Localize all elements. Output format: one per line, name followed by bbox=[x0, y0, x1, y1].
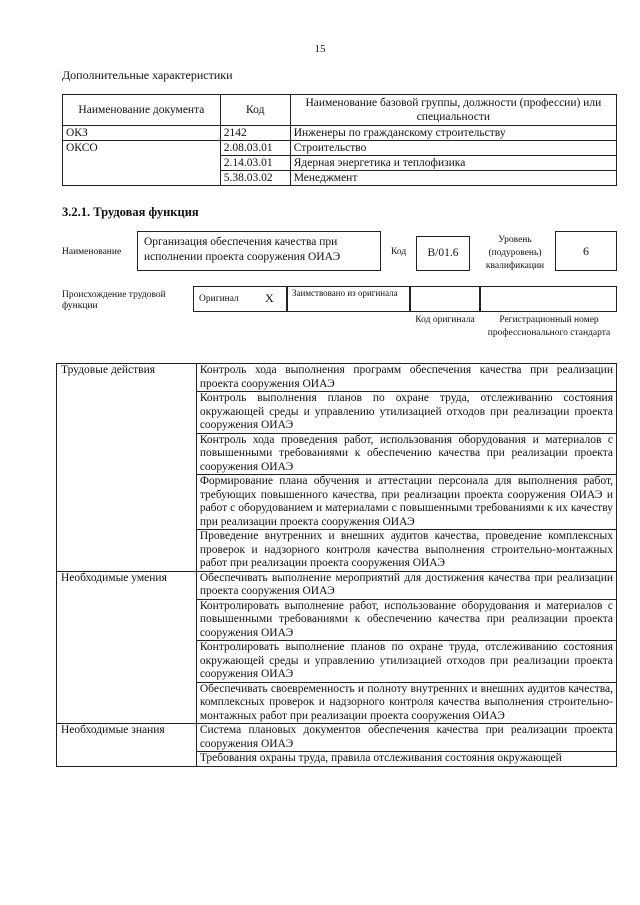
okz-name: Инженеры по гражданскому строительству bbox=[290, 126, 616, 141]
table-row bbox=[63, 141, 617, 156]
original-mark: X bbox=[265, 291, 274, 305]
additional-characteristics-table bbox=[62, 94, 617, 186]
qualification-level-label: Уровень (подуровень) квалификации bbox=[485, 235, 545, 271]
skill-item: Контролировать выполнение работ, использование оборудования и материалов с повышенными требованиями к обеспечению качества при реализации проекта сооружения ОИАЭ bbox=[196, 599, 616, 641]
labor-action-item: Контроль хода выполнения программ обеспечения качества при реализации проекта сооружения ОИАЭ bbox=[196, 364, 616, 392]
knowledge-item: Требования охраны труда, правила отслеживания состояния окружающей bbox=[196, 752, 616, 767]
reg-number-label: Регистрационный номер профессионального стандарта bbox=[487, 315, 611, 338]
function-code-box bbox=[416, 236, 470, 271]
okso-name: Ядерная энергетика и теплофизика bbox=[290, 156, 616, 171]
table-row bbox=[57, 364, 617, 392]
page-number: 15 bbox=[314, 43, 326, 55]
qualification-level-value: 6 bbox=[583, 244, 589, 258]
original-label: Оригинал bbox=[199, 294, 239, 304]
okso-code: 5.38.03.02 bbox=[220, 171, 290, 186]
okso-name: Менеджмент bbox=[290, 171, 616, 186]
additional-characteristics-title: Дополнительные характеристики bbox=[62, 68, 233, 82]
borrowed-label: Заимствовано из оригинала bbox=[292, 288, 398, 298]
original-cell bbox=[193, 286, 287, 312]
origin-label: Происхождение трудовой функции bbox=[62, 290, 166, 311]
header-code: Код bbox=[220, 95, 290, 126]
required-skills-label: Необходимые умения bbox=[57, 571, 197, 724]
header-group: Наименование базовой группы, должности (профессии) или специальности bbox=[290, 95, 616, 126]
function-name-box bbox=[137, 231, 381, 271]
name-label: Наименование bbox=[62, 247, 122, 257]
okso-code: 2.08.03.01 bbox=[220, 141, 290, 156]
okso-code: 2.14.03.01 bbox=[220, 156, 290, 171]
okz-code: 2142 bbox=[220, 126, 290, 141]
function-details-table bbox=[56, 363, 617, 767]
labor-action-item: Контроль хода проведения работ, использования оборудования и материалов с повышенными требованиями к обеспечению качества при реализации проекта сооружения ОИАЭ bbox=[196, 433, 616, 475]
labor-action-item: Проведение внутренних и внешних аудитов качества, проведение комплексных проверок и надзорного контроля качества выполнения строительно-монтажных работ при реализации проекта сооружения ОИАЭ bbox=[196, 530, 616, 572]
skill-item: Обеспечивать своевременность и полноту внутренних и внешних аудитов качества, комплексных проверок и надзорного контроля качества выполнения строительно-монтажных работ при реализации проекта сооружения ОИАЭ bbox=[196, 682, 616, 724]
knowledge-item: Система плановых документов обеспечения качества при реализации проекта сооружения ОИАЭ bbox=[196, 724, 616, 752]
required-knowledge-label: Необходимые знания bbox=[57, 724, 197, 767]
code-original-label: Код оригинала bbox=[415, 315, 475, 325]
header-document: Наименование документа bbox=[63, 95, 221, 126]
okso-name: Строительство bbox=[290, 141, 616, 156]
table-row bbox=[63, 126, 617, 141]
code-original-cell bbox=[410, 286, 480, 312]
code-label: Код bbox=[391, 247, 407, 257]
labor-action-item: Формирование плана обучения и аттестации персонала для выполнения работ, требующих повышенного качества, при реализации проекта сооружения ОИАЭ и работ с оборудованием и материалами с повышенными требованиями к их качеству при реализации проекта сооружения ОИАЭ bbox=[196, 475, 616, 530]
skill-item: Обеспечивать выполнение мероприятий для достижения качества при реализации проекта сооружения ОИАЭ bbox=[196, 571, 616, 599]
function-name-value: Организация обеспечения качества при исполнении проекта сооружения ОИАЭ bbox=[144, 236, 341, 263]
okso-doc: ОКСО bbox=[63, 141, 221, 186]
function-code-value: B/01.6 bbox=[427, 247, 459, 259]
table-header-row bbox=[63, 95, 617, 126]
labor-actions-label: Трудовые действия bbox=[57, 364, 197, 572]
table-row bbox=[57, 724, 617, 752]
reg-number-cell bbox=[480, 286, 617, 312]
okz-doc: ОКЗ bbox=[63, 126, 221, 141]
borrowed-cell bbox=[287, 286, 410, 312]
labor-function-title: 3.2.1. Трудовая функция bbox=[62, 205, 199, 219]
labor-action-item: Контроль выполнения планов по охране труда, отслеживанию состояния окружающей среды и управлению утилизацией отходов при реализации проекта сооружения ОИАЭ bbox=[196, 392, 616, 434]
table-row bbox=[57, 571, 617, 599]
skill-item: Контролировать выполнение планов по охране труда, отслеживанию состояния окружающей среды и управлению утилизацией отходов при реализации проекта сооружения ОИАЭ bbox=[196, 641, 616, 683]
qualification-level-box bbox=[555, 231, 617, 271]
